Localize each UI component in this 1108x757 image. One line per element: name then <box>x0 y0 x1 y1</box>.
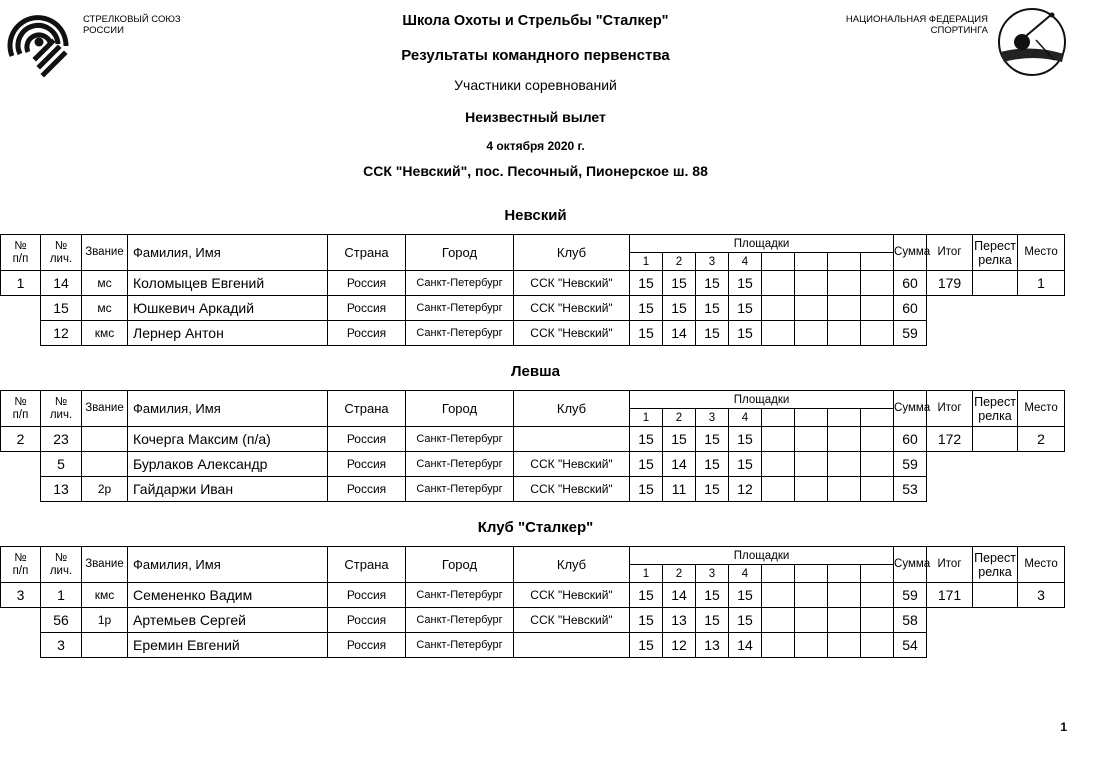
athlete-club: ССК "Невский" <box>514 608 630 633</box>
stand-score: 15 <box>663 296 696 321</box>
stand-score <box>795 583 828 608</box>
header-line: № <box>14 551 27 564</box>
athlete-name: Коломыцев Евгений <box>128 271 328 296</box>
license-number: 23 <box>41 427 82 452</box>
athlete-city: Санкт-Петербург <box>406 477 514 502</box>
col-header-stand-num <box>861 565 894 583</box>
team-title: Невский <box>504 207 567 224</box>
team-shootoff <box>973 271 1018 296</box>
col-header-city: Город <box>406 235 514 271</box>
header-line: релка <box>978 252 1012 267</box>
empty-cell <box>1 321 41 346</box>
col-header-name: Фамилия, Имя <box>128 391 328 427</box>
stand-score: 15 <box>663 271 696 296</box>
athlete-country: Россия <box>328 427 406 452</box>
athlete-rank: кмс <box>82 321 128 346</box>
stand-score: 15 <box>696 452 729 477</box>
table-header-row <box>1 391 1108 409</box>
col-header-stand-num <box>795 565 828 583</box>
athlete-country: Россия <box>328 583 406 608</box>
stand-score: 15 <box>729 271 762 296</box>
table-row <box>1 452 1108 477</box>
athlete-rank <box>82 427 128 452</box>
col-header-stand-num <box>861 253 894 271</box>
stand-score <box>762 296 795 321</box>
col-header-stand-num <box>795 253 828 271</box>
stand-score: 15 <box>696 608 729 633</box>
stand-score <box>795 296 828 321</box>
stand-score: 15 <box>630 583 663 608</box>
team-title: Клуб "Сталкер" <box>477 519 594 536</box>
athlete-club: ССК "Невский" <box>514 452 630 477</box>
header-line: № <box>54 395 68 408</box>
page-title: Школа Охоты и Стрельбы "Сталкер" <box>402 13 669 29</box>
col-header-name: Фамилия, Имя <box>128 235 328 271</box>
stand-score: 15 <box>729 296 762 321</box>
empty-cell <box>1018 477 1065 502</box>
team-total: 172 <box>927 427 973 452</box>
team-shootoff <box>973 583 1018 608</box>
athlete-club <box>514 633 630 658</box>
stand-score: 15 <box>729 452 762 477</box>
col-header-shootoff <box>973 547 1018 583</box>
team-results-table <box>0 234 1108 346</box>
stand-score: 13 <box>696 633 729 658</box>
table-row <box>1 427 1108 452</box>
col-header-stand-num: 1 <box>630 565 663 583</box>
stand-score <box>828 452 861 477</box>
athlete-sum: 60 <box>894 427 927 452</box>
empty-cell <box>1018 608 1065 633</box>
col-header-stand-num <box>762 565 795 583</box>
col-header-shootoff <box>973 391 1018 427</box>
empty-cell <box>1018 296 1065 321</box>
license-number: 5 <box>41 452 82 477</box>
athlete-club: ССК "Невский" <box>514 271 630 296</box>
team-number: 2 <box>1 427 41 452</box>
col-header-num <box>1 547 41 583</box>
stand-score <box>828 477 861 502</box>
stand-score: 12 <box>663 633 696 658</box>
empty-cell <box>1018 633 1065 658</box>
stand-score <box>762 477 795 502</box>
athlete-rank <box>82 452 128 477</box>
col-header-lic <box>41 391 82 427</box>
stand-score <box>861 296 894 321</box>
header-line: Перест <box>974 550 1016 565</box>
event-venue: ССК "Невский", пос. Песочный, Пионерское ш. 88 <box>363 163 708 179</box>
header-line: Перест <box>974 238 1016 253</box>
stand-score <box>795 321 828 346</box>
stand-score <box>762 271 795 296</box>
athlete-name: Артемьев Сергей <box>128 608 328 633</box>
stand-score <box>861 477 894 502</box>
header-line: Перест <box>974 394 1016 409</box>
athlete-country: Россия <box>328 452 406 477</box>
table-row <box>1 477 1108 502</box>
col-header-place: Место <box>1018 547 1065 583</box>
athlete-country: Россия <box>328 296 406 321</box>
stand-score <box>861 583 894 608</box>
athlete-sum: 59 <box>894 452 927 477</box>
team-number: 1 <box>1 271 41 296</box>
stand-score: 14 <box>663 321 696 346</box>
stand-score: 15 <box>729 427 762 452</box>
empty-cell <box>1018 321 1065 346</box>
license-number: 3 <box>41 633 82 658</box>
stand-score: 15 <box>630 477 663 502</box>
stand-score: 15 <box>696 427 729 452</box>
stand-score: 12 <box>729 477 762 502</box>
org-left-name: СТРЕЛКОВЫЙ СОЮЗ РОССИИ <box>83 14 181 36</box>
athlete-city: Санкт-Петербург <box>406 296 514 321</box>
stand-score <box>828 427 861 452</box>
col-header-total: Итог <box>927 235 973 271</box>
stand-score <box>762 321 795 346</box>
stand-score: 15 <box>729 608 762 633</box>
page-number: 1 <box>1060 720 1067 734</box>
table-row <box>1 633 1108 658</box>
stand-score <box>795 427 828 452</box>
header-line: № <box>54 551 68 564</box>
athlete-name: Лернер Антон <box>128 321 328 346</box>
athlete-sum: 54 <box>894 633 927 658</box>
stand-score <box>828 321 861 346</box>
empty-cell <box>973 477 1018 502</box>
team-place: 3 <box>1018 583 1065 608</box>
report-subtitle: Результаты командного первенства <box>401 47 670 64</box>
stand-score <box>762 427 795 452</box>
col-header-country: Страна <box>328 235 406 271</box>
header-line: № <box>14 395 27 408</box>
empty-cell <box>1 608 41 633</box>
license-number: 13 <box>41 477 82 502</box>
col-header-stand-num: 2 <box>663 565 696 583</box>
header-line: лич. <box>49 564 73 577</box>
header-line: п/п <box>12 564 29 577</box>
header-line: п/п <box>12 408 29 421</box>
col-header-place: Место <box>1018 235 1065 271</box>
athlete-sum: 59 <box>894 321 927 346</box>
team-total: 171 <box>927 583 973 608</box>
col-header-stand-num <box>828 565 861 583</box>
athlete-city: Санкт-Петербург <box>406 321 514 346</box>
stand-score <box>795 271 828 296</box>
empty-cell <box>927 452 973 477</box>
stand-score: 14 <box>729 633 762 658</box>
header-line: релка <box>978 408 1012 423</box>
header-line: № <box>54 239 68 252</box>
athlete-club: ССК "Невский" <box>514 583 630 608</box>
empty-cell <box>1 633 41 658</box>
athlete-sum: 60 <box>894 296 927 321</box>
col-header-stand-num: 1 <box>630 253 663 271</box>
table-row <box>1 321 1108 346</box>
empty-cell <box>973 296 1018 321</box>
col-header-stand-num: 4 <box>729 409 762 427</box>
athlete-rank <box>82 633 128 658</box>
col-header-lic <box>41 547 82 583</box>
athlete-club: ССК "Невский" <box>514 296 630 321</box>
team-number: 3 <box>1 583 41 608</box>
stand-score <box>762 633 795 658</box>
col-header-stands: Площадки <box>630 391 894 409</box>
table-row <box>1 583 1108 608</box>
athlete-country: Россия <box>328 321 406 346</box>
table-row <box>1 608 1108 633</box>
stand-score <box>795 477 828 502</box>
col-header-city: Город <box>406 391 514 427</box>
col-header-name: Фамилия, Имя <box>128 547 328 583</box>
stand-score: 14 <box>663 452 696 477</box>
col-header-num <box>1 235 41 271</box>
stand-score: 15 <box>729 321 762 346</box>
athlete-rank: 2р <box>82 477 128 502</box>
col-header-stand-num: 3 <box>696 409 729 427</box>
athlete-name: Бурлаков Александр <box>128 452 328 477</box>
stand-score <box>861 452 894 477</box>
athlete-city: Санкт-Петербург <box>406 427 514 452</box>
team-place: 2 <box>1018 427 1065 452</box>
col-header-stand-num: 1 <box>630 409 663 427</box>
col-header-country: Страна <box>328 547 406 583</box>
athlete-name: Гайдаржи Иван <box>128 477 328 502</box>
col-header-country: Страна <box>328 391 406 427</box>
athlete-city: Санкт-Петербург <box>406 583 514 608</box>
col-header-stand-num: 3 <box>696 253 729 271</box>
col-header-stand-num <box>762 409 795 427</box>
athlete-city: Санкт-Петербург <box>406 271 514 296</box>
athlete-city: Санкт-Петербург <box>406 452 514 477</box>
col-header-stand-num <box>828 409 861 427</box>
stand-score <box>795 452 828 477</box>
col-header-sum: Сумма <box>894 547 927 583</box>
stand-score <box>762 583 795 608</box>
event-date: 4 октября 2020 г. <box>486 139 585 153</box>
col-header-stand-num <box>762 253 795 271</box>
team-title: Левша <box>511 363 560 380</box>
athlete-name: Юшкевич Аркадий <box>128 296 328 321</box>
org-right-name: НАЦИОНАЛЬНАЯ ФЕДЕРАЦИЯ СПОРТИНГА <box>845 14 988 36</box>
stand-score <box>861 633 894 658</box>
header-line: релка <box>978 564 1012 579</box>
stand-score: 15 <box>696 477 729 502</box>
stand-score: 15 <box>630 427 663 452</box>
athlete-country: Россия <box>328 477 406 502</box>
col-header-stand-num: 4 <box>729 253 762 271</box>
table-row <box>1 296 1108 321</box>
license-number: 14 <box>41 271 82 296</box>
athlete-name: Еремин Евгений <box>128 633 328 658</box>
col-header-club: Клуб <box>514 391 630 427</box>
stand-score: 15 <box>630 452 663 477</box>
stand-score <box>762 608 795 633</box>
col-header-total: Итог <box>927 391 973 427</box>
header-line: лич. <box>49 408 73 421</box>
team-results-table <box>0 546 1108 658</box>
license-number: 12 <box>41 321 82 346</box>
empty-cell <box>927 608 973 633</box>
col-header-stands: Площадки <box>630 235 894 253</box>
stand-score <box>828 583 861 608</box>
stand-score <box>861 427 894 452</box>
stand-score: 15 <box>630 296 663 321</box>
col-header-rank: Звание <box>82 235 128 271</box>
stand-score: 15 <box>696 271 729 296</box>
col-header-num <box>1 391 41 427</box>
team-place: 1 <box>1018 271 1065 296</box>
empty-cell <box>1018 452 1065 477</box>
team-shootoff <box>973 427 1018 452</box>
col-header-stand-num <box>861 409 894 427</box>
stand-score: 14 <box>663 583 696 608</box>
athlete-rank: мс <box>82 296 128 321</box>
col-header-city: Город <box>406 547 514 583</box>
stand-score <box>828 296 861 321</box>
event-name: Неизвестный вылет <box>465 109 606 125</box>
col-header-stand-num: 2 <box>663 409 696 427</box>
header-line: лич. <box>49 252 73 265</box>
table-header-row <box>1 235 1108 253</box>
athlete-name: Семененко Вадим <box>128 583 328 608</box>
license-number: 15 <box>41 296 82 321</box>
stand-score: 15 <box>729 583 762 608</box>
license-number: 1 <box>41 583 82 608</box>
stand-score <box>828 633 861 658</box>
col-header-stand-num: 3 <box>696 565 729 583</box>
stand-score: 13 <box>663 608 696 633</box>
license-number: 56 <box>41 608 82 633</box>
stand-score: 15 <box>696 296 729 321</box>
col-header-rank: Звание <box>82 547 128 583</box>
empty-cell <box>1 477 41 502</box>
empty-cell <box>973 608 1018 633</box>
col-header-club: Клуб <box>514 547 630 583</box>
col-header-sum: Сумма <box>894 391 927 427</box>
empty-cell <box>1 296 41 321</box>
athlete-name: Кочерга Максим (п/а) <box>128 427 328 452</box>
empty-cell <box>927 633 973 658</box>
col-header-sum: Сумма <box>894 235 927 271</box>
empty-cell <box>1 452 41 477</box>
col-header-club: Клуб <box>514 235 630 271</box>
stand-score: 11 <box>663 477 696 502</box>
empty-cell <box>927 321 973 346</box>
stand-score: 15 <box>630 633 663 658</box>
stand-score: 15 <box>663 427 696 452</box>
col-header-stand-num <box>828 253 861 271</box>
athlete-country: Россия <box>328 271 406 296</box>
athlete-sum: 58 <box>894 608 927 633</box>
table-header-row <box>1 547 1108 565</box>
col-header-rank: Звание <box>82 391 128 427</box>
athlete-rank: мс <box>82 271 128 296</box>
team-results-table <box>0 390 1108 502</box>
stand-score: 15 <box>696 583 729 608</box>
header-line: № <box>14 239 27 252</box>
athlete-country: Россия <box>328 633 406 658</box>
col-header-stand-num: 4 <box>729 565 762 583</box>
empty-cell <box>927 477 973 502</box>
col-header-stands: Площадки <box>630 547 894 565</box>
col-header-place: Место <box>1018 391 1065 427</box>
col-header-lic <box>41 235 82 271</box>
header-line: п/п <box>12 252 29 265</box>
empty-cell <box>973 452 1018 477</box>
stand-score <box>795 633 828 658</box>
athlete-club: ССК "Невский" <box>514 321 630 346</box>
stand-score <box>762 452 795 477</box>
team-total: 179 <box>927 271 973 296</box>
athlete-sum: 53 <box>894 477 927 502</box>
empty-cell <box>973 633 1018 658</box>
col-header-stand-num <box>795 409 828 427</box>
stand-score <box>795 608 828 633</box>
athlete-city: Санкт-Петербург <box>406 633 514 658</box>
athlete-country: Россия <box>328 608 406 633</box>
col-header-shootoff <box>973 235 1018 271</box>
athlete-rank: 1р <box>82 608 128 633</box>
athlete-club <box>514 427 630 452</box>
empty-cell <box>927 296 973 321</box>
empty-cell <box>973 321 1018 346</box>
stand-score <box>828 271 861 296</box>
athlete-club: ССК "Невский" <box>514 477 630 502</box>
stand-score <box>828 608 861 633</box>
col-header-total: Итог <box>927 547 973 583</box>
stand-score: 15 <box>630 271 663 296</box>
table-row <box>1 271 1108 296</box>
stand-score <box>861 321 894 346</box>
athlete-sum: 60 <box>894 271 927 296</box>
stand-score: 15 <box>630 321 663 346</box>
athlete-sum: 59 <box>894 583 927 608</box>
athlete-rank: кмс <box>82 583 128 608</box>
stand-score: 15 <box>696 321 729 346</box>
athlete-city: Санкт-Петербург <box>406 608 514 633</box>
col-header-stand-num: 2 <box>663 253 696 271</box>
stand-score <box>861 608 894 633</box>
stand-score: 15 <box>630 608 663 633</box>
participants-label: Участники соревнований <box>454 77 617 93</box>
stand-score <box>861 271 894 296</box>
